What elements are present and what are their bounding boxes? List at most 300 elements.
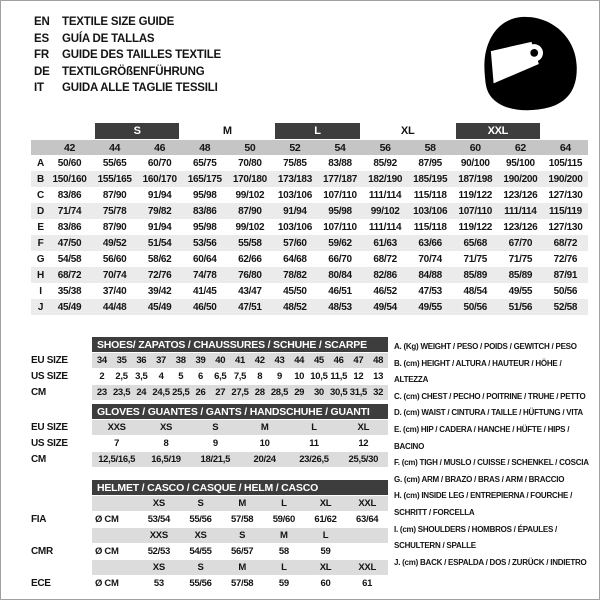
size-value-cell: 72/76 [137,267,182,283]
gloves-table-row-values [92,420,388,435]
size-value-cell: 111/114 [368,189,402,201]
size-value-cell: 127/130 [548,221,583,233]
size-value-cell: 87/91 [543,267,588,283]
size-value-cell: 119/122 [458,221,493,233]
size-value-cell: 45/49 [47,299,92,315]
spacer [92,496,138,511]
size-value-cell: 60/64 [193,253,217,265]
size-value-cell: 74/78 [182,267,227,283]
shoes-table-value-cell: 9 [276,371,282,382]
size-value-cell: 50/60 [57,157,82,169]
shoes-table-value-cell: 23 [96,387,107,398]
size-value-cell: 51/54 [137,235,182,251]
shoes-table-value-cell: 45 [313,355,324,366]
size-value-cell: 66/70 [328,253,352,265]
gloves-table-value-cell: 16,5/19 [151,454,181,465]
diameter-label: Ø CM [95,514,119,525]
helmet-value-cell: 63/64 [356,514,379,525]
size-value-cell: 115/119 [543,203,588,219]
shoes-table-value-cell: 7,5 [233,371,247,382]
size-column-header: 62 [498,140,543,155]
size-group-label: L [275,123,359,139]
gloves-table-value-cell: 8 [163,438,169,449]
size-value-cell: 70/74 [92,267,137,283]
size-value-cell: 79/82 [137,203,182,219]
size-value-cell: 53/56 [182,235,227,251]
helmet-value-cell [346,544,388,559]
gloves-table-row-label: EU SIZE [31,422,68,433]
measure-row-label: G [36,253,45,265]
language-row [34,64,221,81]
size-value-cell: 67/70 [498,235,543,251]
helmet-value-cell: 55/56 [189,514,212,525]
gloves-table-value-cell: 11 [309,438,319,449]
size-value-cell: 111/114 [498,203,543,219]
size-value-cell: 83/86 [182,203,227,219]
language-row [34,31,221,48]
size-value-cell: 64/68 [283,253,307,265]
size-value-cell: 190/200 [498,171,543,187]
gloves-table-value-cell: S [212,422,219,433]
measure-row-label: D [31,203,47,219]
size-value-cell: 127/130 [548,189,583,201]
size-column-header: 64 [543,140,588,155]
helmet-size-row [31,560,388,575]
spacer [31,404,92,419]
size-column-header: 50 [227,140,272,155]
helmet-value-cell: 53/54 [147,514,170,525]
shoes-table-value-cell: 6 [198,371,204,382]
measure-row-label: H [31,267,47,283]
size-value-cell: 107/110 [323,221,357,233]
shoes-table-row [31,385,388,400]
spacer [31,480,92,495]
size-value-cell: 75/85 [283,157,307,169]
helmet-value-cell: 61 [362,578,373,589]
shoes-table-value-cell: 39 [195,355,206,366]
shoes-table-value-cell: 35 [116,355,127,366]
size-value-cell: 95/100 [505,157,535,169]
helmet-size-label: M [280,530,288,541]
shoes-table-value-cell: 26 [195,387,206,398]
shoes-table-value-cell: 12 [353,371,364,382]
language-code: IT [34,82,44,94]
shoes-table-row-values [92,353,388,368]
shoes-table-value-cell: 25,5 [172,387,190,398]
shoes-table-row-values [92,369,388,384]
legend-item: E. (cm) HIP / CADERA / HANCHE / HÜFTE / HIPS / BACINO [394,424,570,451]
gloves-table-value-cell: M [260,422,269,433]
spacer [31,496,92,511]
helmet-value-cell: 52/53 [147,546,170,557]
size-value-cell: 173/183 [272,171,317,187]
language-row [34,47,221,64]
size-value-cell: 85/89 [453,267,498,283]
helmet-value-cell: 54/55 [189,546,212,557]
size-value-cell: 107/110 [453,203,498,219]
gloves-size-table [31,404,388,468]
size-column-header: 52 [272,140,317,155]
size-value-cell: 85/92 [373,157,397,169]
helmet-value-row [31,512,388,527]
measure-row-label: B [31,171,47,187]
language-list [34,14,221,97]
shoes-table-row [31,353,388,368]
size-group-label: XXL [456,123,540,139]
diameter-label: Ø CM [95,578,119,589]
size-value-cell: 85/89 [498,267,543,283]
helmet-value-cell: 57/58 [231,514,254,525]
size-value-cell: 60/70 [147,157,172,169]
helmet-size-label: S [239,530,246,541]
size-value-cell: 46/51 [328,285,352,297]
size-value-cell: 49/55 [508,285,533,297]
size-value-cell: 123/126 [503,221,538,233]
spacer [92,560,138,575]
shoes-table-row-values [92,385,388,400]
size-value-cell: 41/45 [193,285,217,297]
size-value-cell: 87/90 [102,221,127,233]
gloves-table-row [31,420,388,435]
legend-item: D. (cm) WAIST / CINTURA / TAILLE / HÜFTUNG / VITA [394,408,583,418]
language-code: FR [34,49,49,61]
size-value-cell: 37/40 [102,285,127,297]
helmet-value-cell: 58 [278,546,289,557]
shoes-table-value-cell: 32 [373,387,384,398]
shoes-table-value-cell: 48 [373,355,384,366]
shoes-table-row-label: CM [31,387,46,398]
size-value-cell: 90/100 [460,157,490,169]
size-group-label: XL [400,125,415,137]
shoes-table-value-cell: 10,5 [310,371,328,382]
gloves-table-row [31,436,388,451]
shoes-table-value-cell: 10 [294,371,305,382]
helmet-size-table [31,480,388,592]
helmet-size-label: XS [152,562,165,573]
shoes-table-value-cell: 30,5 [330,387,348,398]
size-value-cell: 76/80 [227,267,272,283]
helmet-value-cell: 57/58 [231,578,254,589]
gloves-table-row-label: CM [31,454,46,465]
size-value-cell: 49/52 [92,235,137,251]
size-value-cell: 165/175 [182,171,227,187]
shoes-table-value-cell: 2 [99,371,105,382]
shoes-table-value-cell: 40 [215,355,226,366]
size-column-header: 60 [453,140,498,155]
spacer [92,528,138,543]
helmet-icon [465,12,585,116]
size-value-cell: 107/110 [323,189,357,201]
shoes-table-title: SHOES/ ZAPATOS / CHAUSSURES / SCHUHE / SCARPE [92,337,388,352]
helmet-size-label: S [197,498,204,509]
shoes-table-value-cell: 34 [96,355,107,366]
helmet-standard-label: FIA [31,514,47,525]
size-value-cell: 68/72 [47,267,92,283]
size-value-cell: 70/80 [238,157,262,169]
measure-row-label: F [31,235,47,251]
size-column-header: 54 [317,140,362,155]
size-value-cell: 78/82 [272,267,317,283]
helmet-size-label: M [238,562,246,573]
shoes-table-row-label: EU SIZE [31,355,68,366]
helmet-table-rows [31,496,388,591]
size-value-cell: 95/98 [193,221,217,233]
language-title: GUIDA ALLE TAGLIE TESSILI [62,82,218,94]
shoes-table-value-cell: 37 [156,355,167,366]
shoes-table-row-label: US SIZE [31,371,68,382]
gloves-table-value-cell: XXS [107,422,126,433]
shoes-table-value-cell: 31,5 [349,387,368,398]
legend-item: C. (cm) CHEST / PECHO / POITRINE / TRUHE / PETTO [394,391,586,401]
size-value-cell: 51/56 [498,299,543,315]
size-value-cell: 70/74 [418,253,442,265]
shoes-table-value-cell: 6,5 [214,371,227,382]
measure-row-label: C [37,189,44,201]
size-value-cell: 182/190 [363,171,408,187]
size-value-cell: 55/58 [227,235,272,251]
helmet-size-label: L [281,498,287,509]
helmet-size-labels [92,560,388,575]
helmet-standard-label: CMR [31,546,53,557]
size-value-cell: 45/49 [137,299,182,315]
shoes-table-value-cell: 29 [294,387,305,398]
gloves-table-rows [31,420,388,467]
shoes-table-value-cell: 28,5 [270,387,289,398]
size-value-cell: 71/75 [463,253,488,265]
size-value-cell: 91/94 [147,221,172,233]
size-value-cell: 46/52 [373,285,397,297]
size-value-cell: 87/90 [227,203,272,219]
helmet-value-cell: 59 [278,578,289,589]
shoes-table-value-cell: 43 [274,355,285,366]
size-column-header: 46 [137,140,182,155]
helmet-value-cell: 59 [320,546,331,557]
shoes-table-value-cell: 36 [136,355,147,366]
size-value-cell: 55/65 [102,157,127,169]
size-value-cell: 58/62 [147,253,172,265]
shoes-size-table [31,337,388,401]
language-title: TEXTILE SIZE GUIDE [62,16,175,28]
size-value-cell: 103/106 [277,189,312,201]
helmet-size-label: S [197,562,204,573]
gloves-table-row [31,452,388,467]
helmet-size-label: XS [194,530,207,541]
shoes-table-value-cell: 24 [136,387,147,398]
helmet-size-label: XL [319,498,332,509]
gloves-table-value-cell: XL [357,422,370,433]
size-value-cell: 155/165 [92,171,137,187]
helmet-standard-label: ECE [31,578,51,589]
gloves-table-row-label: US SIZE [31,438,68,449]
size-value-cell: 47/50 [47,235,92,251]
helmet-size-label: XXL [358,498,376,509]
size-value-cell: 49/54 [363,299,408,315]
size-value-cell: 91/94 [272,203,317,219]
size-value-cell: 50/56 [453,299,498,315]
measure-row-label: A [37,157,44,169]
size-column-header: 42 [47,140,92,155]
helmet-size-label: L [322,530,329,541]
size-value-cell: 83/88 [328,157,352,169]
shoes-table-value-cell: 41 [235,355,245,366]
size-value-cell: 54/58 [57,253,82,265]
helmet-size-row [31,496,388,511]
shoes-table-value-cell: 28 [254,387,265,398]
helmet-size-labels [92,528,388,543]
size-value-cell: 43/47 [238,285,262,297]
legend-item: I. (cm) SHOULDERS / HOMBROS / ÉPAULES / SCHULTERN / SPALLE [394,524,558,551]
language-title: GUIDE DES TAILLES TEXTILE [62,49,221,61]
size-value-cell: 103/106 [408,203,453,219]
measure-row-label: E [37,221,44,233]
language-code: EN [34,16,50,28]
size-column-header: 44 [92,140,137,155]
helmet-value-cell: 59/60 [272,514,295,525]
size-value-cell: 99/102 [235,221,265,233]
shoes-table-value-cell: 44 [294,355,305,366]
size-value-cell: 84/88 [408,267,453,283]
spacer [31,337,92,352]
shoes-table-value-cell: 38 [175,355,186,366]
size-value-cell: 44/48 [92,299,137,315]
size-value-cell: 72/76 [553,253,578,265]
shoes-table-value-cell: 5 [178,371,184,382]
size-group-label: M [222,125,232,137]
gloves-table-value-cell: L [311,422,317,433]
helmet-values [92,544,388,559]
helmet-value-cell: 61/62 [314,514,337,525]
diameter-label: Ø CM [95,546,119,557]
shoes-table-value-cell: 23,5 [112,387,131,398]
helmet-value-cell: 55/56 [189,578,212,589]
shoes-table-value-cell: 13 [373,371,384,382]
size-value-cell: 48/53 [317,299,362,315]
size-value-cell: 99/102 [363,203,408,219]
helmet-table-title: HELMET / CASCO / CASQUE / HELM / CASCO [92,480,388,495]
size-column-header: 56 [363,140,408,155]
size-value-cell: 47/53 [418,285,442,297]
legend-item: A. (Kg) WEIGHT / PESO / POIDS / GEWITCH / PESO [394,342,577,351]
size-value-cell: 71/75 [508,253,533,265]
spacer [31,140,47,155]
measure-row-label: J [31,299,47,315]
size-value-cell: 65/75 [193,157,217,169]
language-row [34,14,221,31]
size-value-cell: 71/74 [47,203,92,219]
size-value-cell: 63/66 [408,235,453,251]
size-value-cell: 68/72 [543,235,588,251]
legend-item: G. (cm) ARM / BRAZO / BRAS / ARM / BRACCIO [394,474,565,484]
shoes-table-value-cell: 3,5 [135,371,148,382]
gloves-table-row-values [92,436,388,451]
helmet-values [92,512,388,527]
size-value-cell: 49/55 [408,299,453,315]
helmet-value-row [31,576,388,591]
size-value-cell: 35/38 [57,285,82,297]
size-group-label: S [95,123,179,139]
helmet-value-row [31,544,388,559]
size-value-cell: 39/42 [147,285,172,297]
size-value-cell: 75/78 [92,203,137,219]
size-value-cell: 48/54 [463,285,488,297]
helmet-table-header [31,480,388,495]
shoes-table-value-cell: 42 [254,355,265,366]
size-value-cell: 170/180 [227,171,272,187]
shoes-table-value-cell: 27 [215,387,226,398]
size-value-cell: 103/106 [277,221,312,233]
gloves-table-value-cell: 9 [212,438,218,449]
language-row [34,80,221,97]
size-value-cell: 91/94 [147,189,172,201]
size-value-cell: 52/58 [543,299,588,315]
helmet-size-label: XXL [358,562,376,573]
size-value-cell: 185/195 [408,171,453,187]
gloves-table-value-cell: 10 [259,438,270,449]
spacer [31,528,92,543]
size-value-cell: 82/86 [363,267,408,283]
size-value-cell: 119/122 [458,189,493,201]
size-value-cell: 46/50 [182,299,227,315]
size-value-cell: 87/90 [102,189,127,201]
legend-item: F. (cm) TIGH / MUSLO / CUISSE / SCHENKEL / COSCIA [394,458,589,468]
shoes-table-value-cell: 46 [333,355,344,366]
language-title: GUÍA DE TALLAS [62,32,155,45]
size-value-cell: 50/56 [553,285,578,297]
legend-item: B. (cm) HEIGHT / ALTURA / HAUTEUR / HÖHE / ALTEZZA [394,358,562,385]
helmet-size-label [346,528,388,543]
size-value-cell: 80/84 [317,267,362,283]
gloves-table-value-cell: 25,5/30 [348,454,379,465]
size-value-cell: 177/187 [317,171,362,187]
size-value-cell: 123/126 [503,189,538,201]
shoes-table-rows [31,353,388,400]
size-value-cell: 87/95 [418,157,442,169]
size-column-header: 48 [182,140,227,155]
helmet-size-label: XXS [149,530,168,541]
size-value-cell: 83/86 [57,189,82,201]
size-value-cell: 187/198 [453,171,498,187]
size-value-cell: 48/52 [272,299,317,315]
gloves-table-header [31,404,388,419]
measure-row-label: I [39,285,42,297]
helmet-size-label: XL [319,562,332,573]
shoes-table-row [31,369,388,384]
language-code: DE [34,65,50,78]
language-title: TEXTILGRÖßENFÜHRUNG [62,65,205,78]
legend-item: H. (cm) INSIDE LEG / ENTREPIERNA / FOURCHE / SCHRITT / FORCELLA [394,491,573,517]
size-value-cell: 59/62 [317,235,362,251]
gloves-table-title: GLOVES / GUANTES / GANTS / HANDSCHUHE / GUANTI [92,404,388,419]
helmet-size-label: XS [152,498,165,509]
size-column-header: 58 [408,140,453,155]
gloves-table-value-cell: 18/21,5 [200,454,231,465]
shoes-table-value-cell: 11,5 [330,371,348,382]
size-value-cell: 99/102 [235,189,265,201]
size-value-cell: 105/115 [548,157,583,169]
gloves-table-row-values [92,452,388,467]
size-value-cell: 83/86 [57,221,82,233]
size-value-cell: 95/98 [317,203,362,219]
size-value-cell: 115/118 [413,189,447,201]
measurement-legend [394,339,591,571]
size-group-label [543,123,588,139]
shoes-table-value-cell: 4 [158,371,164,382]
gloves-table-value-cell: 23/26,5 [299,454,329,465]
size-value-cell: 56/60 [102,253,127,265]
size-value-cell: 150/160 [47,171,92,187]
size-value-cell: 190/200 [543,171,588,187]
shoes-table-value-cell: 30 [313,387,324,398]
